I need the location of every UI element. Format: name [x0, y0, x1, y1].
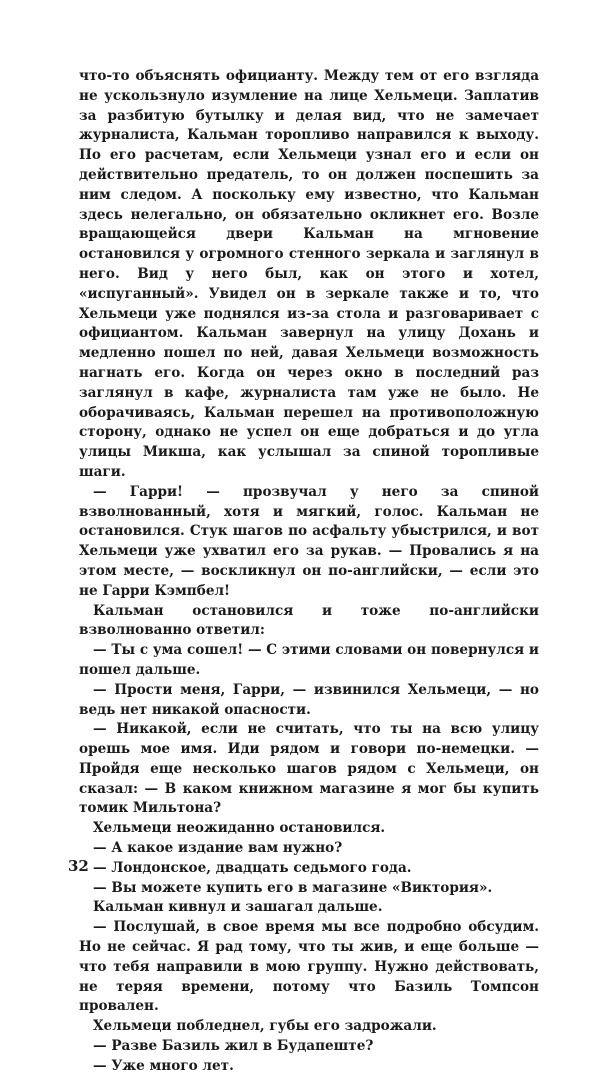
- paragraph: — Послушай, в свое время мы все подробно обсудим. Но не сейчас. Я рад тому, что ты жив, и еще больше — что тебя направили в мою группу. Нужно действовать, не теряя времени, потому что Базиль Томпсон провален.: [79, 919, 539, 1015]
- paragraph: — Уже много лет.: [93, 1057, 234, 1074]
- paragraph: — Лондонское, двадцать седьмого года.: [93, 859, 412, 876]
- paragraph: — Никакой, если не считать, что ты на всю улицу орешь мое имя. Иди рядом и говори по-немецки. — Пройдя еще несколько шагов рядом с Хельмеци, он сказал: — В каком книжном магазине я мог бы купить томик Мильтона?: [79, 721, 539, 817]
- paragraph: — Ты с ума сошел! — С этими словами он повернулся и пошел дальше.: [79, 642, 539, 678]
- paragraph: Кальман остановился и тоже по-английски взволнованно ответил:: [79, 602, 539, 639]
- paragraph: Кальман кивнул и зашагал дальше.: [93, 899, 383, 916]
- body-text: [79, 67, 539, 1077]
- paragraph: — Вы можете купить его в магазине «Виктория».: [93, 879, 493, 896]
- paragraph: — А какое издание вам нужно?: [93, 840, 343, 857]
- paragraph: — Разве Базиль жил в Будапеште?: [93, 1038, 374, 1055]
- paragraph: Хельмеци побледнел, губы его задрожали.: [93, 1018, 437, 1035]
- paragraph: что-то объяснять официанту. Между тем от его взгляда не ускользнуло изумление на лице Хельмеци. Заплатив за разбитую бутылку и делая вид, что не замечает журналиста, Кальман торопливо направился к выходу. По его расчетам, если Хельмеци узнал его и если он действительно предатель, то он должен поспешить за ним следом. А поскольку ему известно, что Кальман здесь нелегально, он обязательно окликнет его. Возле вращающейся двери Кальман на мгновение остановился у огромного стенного зеркала и заглянул в него. Вид у него был, как он этого и хотел, «испуганный». Увидел он в зеркале также и то, что Хельмеци уже поднялся из-за стола и разговаривает с официантом. Кальман завернул на улицу Дохань и медленно пошел по ней, давая Хельмеци возможность нагнать его. Когда он через окно в последний раз заглянул в кафе, журналиста там уже не было. Не оборачиваясь, Кальман перешел на противоположную сторону, однако не успел он еще добраться и до угла улицы Микша, как услышал за спиной торопливые шаги.: [79, 68, 539, 480]
- paragraph: — Прости меня, Гарри, — извинился Хельмеци, — но ведь нет никакой опасности.: [79, 681, 539, 718]
- page-number: 32: [68, 857, 89, 875]
- paragraph: — Гарри! — прозвучал у него за спиной взволнованный, хотя и мягкий, голос. Кальман не остановился. Стук шагов по асфальту убыстрился, и вот Хельмеци уже ухватил его за рукав. — Провались я на этом месте, — воскликнул он по-английски, — если это не Гарри Кэмпбел!: [79, 483, 539, 599]
- paragraph: Хельмеци неожиданно остановился.: [93, 820, 386, 837]
